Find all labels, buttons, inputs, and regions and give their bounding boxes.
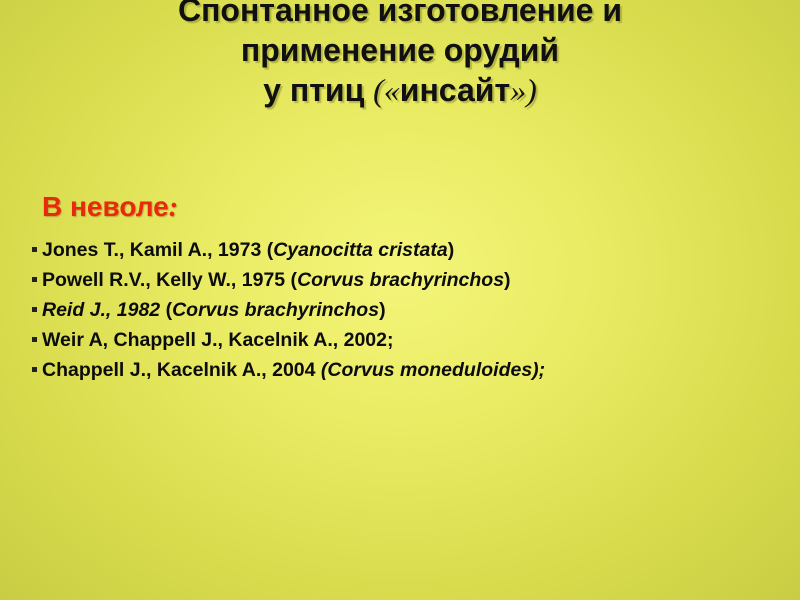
- reference-tail: ): [447, 239, 455, 261]
- reference-list: [32, 235, 545, 385]
- reference-item: [32, 355, 545, 385]
- slide-title: [0, 0, 800, 110]
- reference-authors: Powell R.V., Kelly W., 1975 (: [42, 269, 298, 291]
- reference-authors: Weir A, Chappell J., Kacelnik A., 2002;: [42, 329, 394, 351]
- bullet-icon: [32, 337, 37, 342]
- bullet-icon: [32, 367, 37, 372]
- section-heading-colon: :: [168, 192, 179, 223]
- title-line-3-main: у птиц: [263, 72, 374, 108]
- reference-species: (Corvus moneduloides);: [320, 359, 546, 381]
- reference-item: [32, 325, 545, 355]
- reference-tail: ): [504, 269, 511, 291]
- reference-spacer: (: [160, 299, 173, 321]
- title-line-2: применение орудий: [240, 32, 560, 68]
- section-heading-text: В неволе: [42, 191, 169, 222]
- title-line-1: Спонтанное изготовление и: [177, 0, 622, 28]
- bullet-icon: [32, 307, 37, 312]
- bullet-icon: [32, 247, 37, 252]
- title-insight-word: инсайт: [399, 72, 511, 108]
- reference-species: Corvus brachyrinchos: [172, 299, 380, 321]
- section-heading: [42, 190, 178, 225]
- reference-item: [32, 265, 545, 295]
- reference-item: [32, 235, 545, 265]
- bullet-icon: [32, 277, 37, 282]
- reference-species: Corvus brachyrinchos: [297, 269, 505, 291]
- reference-item: [32, 295, 545, 325]
- title-line-3: [0, 70, 800, 110]
- title-open-quote: («: [373, 72, 400, 108]
- reference-authors: Chappell J., Kacelnik A., 2004: [42, 359, 321, 381]
- title-close-quote: »): [510, 72, 537, 108]
- reference-authors: Reid J., 1982: [42, 299, 161, 321]
- reference-authors: Jones T., Kamil A., 1973 (: [42, 239, 274, 261]
- reference-tail: ): [379, 299, 386, 321]
- reference-species: Cyanocitta cristata: [273, 239, 448, 261]
